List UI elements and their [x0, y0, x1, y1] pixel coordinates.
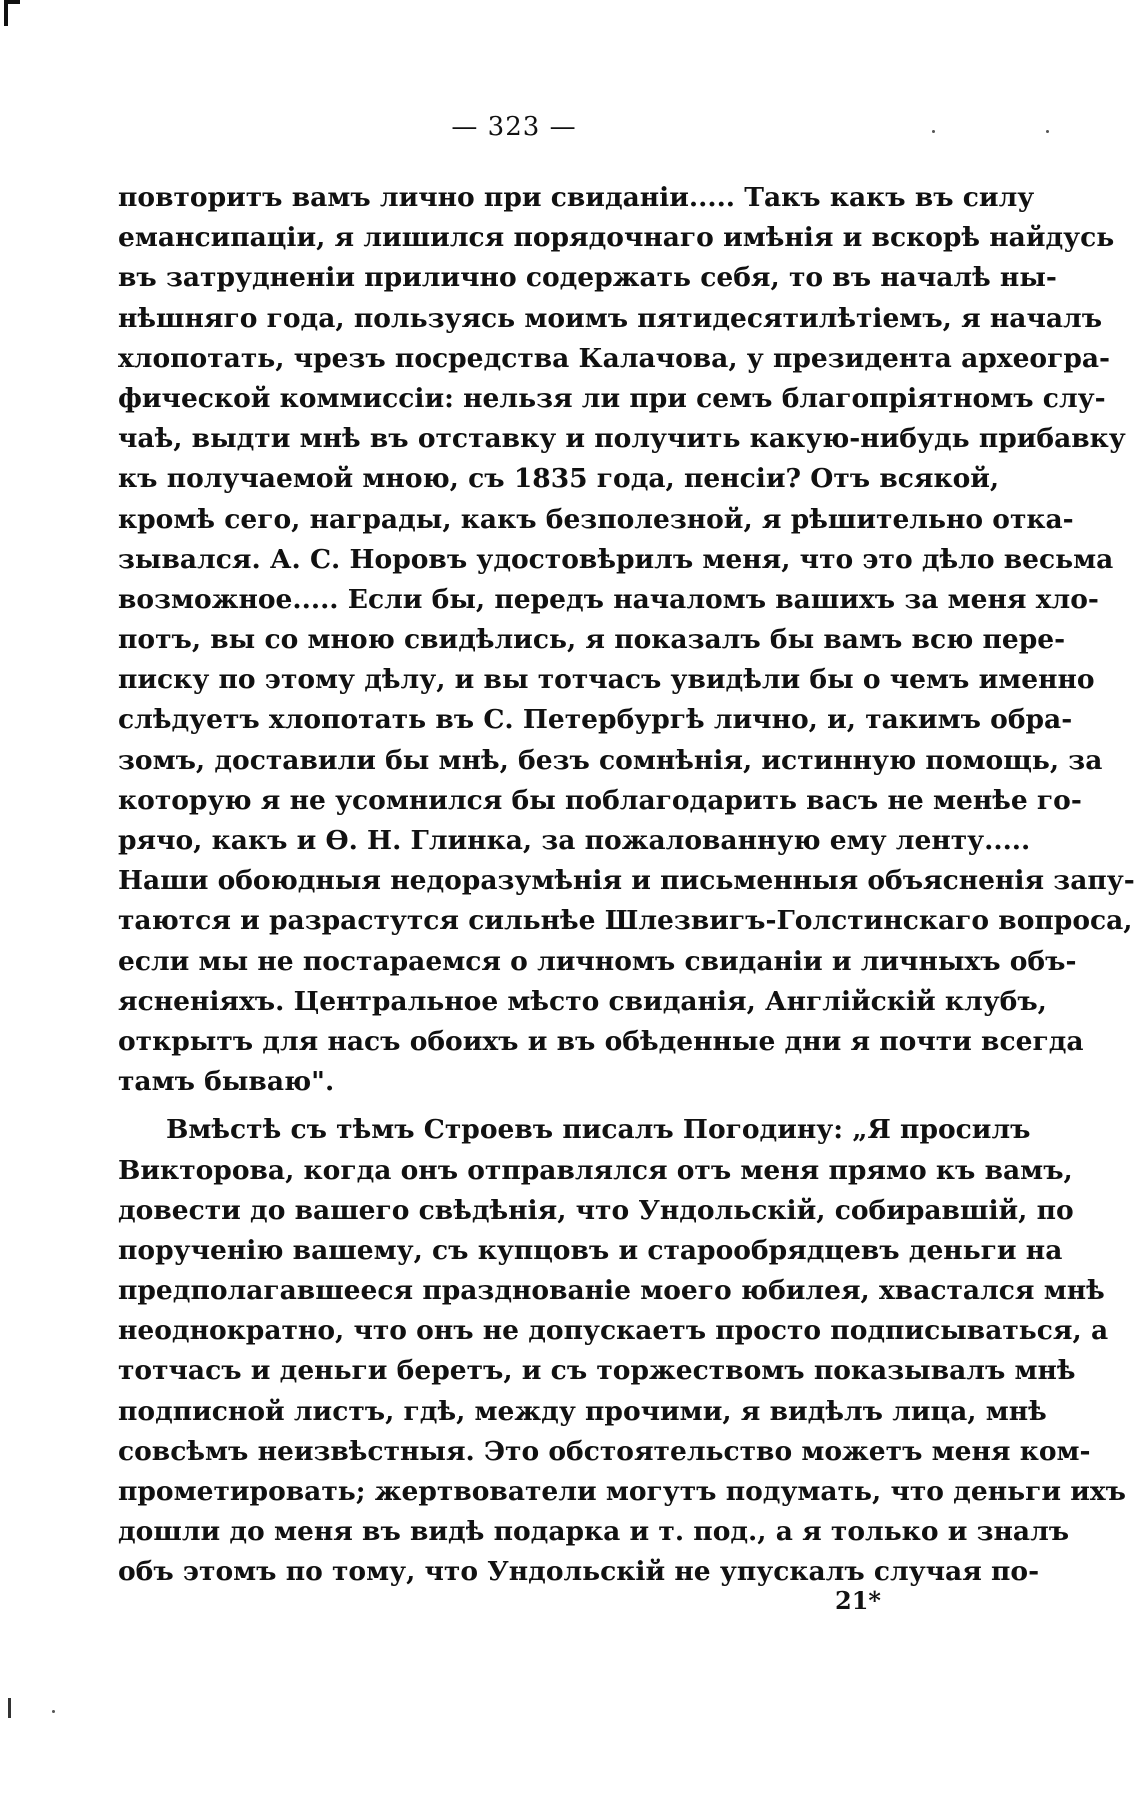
text-line: тотчасъ и деньги беретъ, и съ торжествомъ показывалъ мнѣ	[118, 1355, 1076, 1387]
text-line: неоднократно, что онъ не допускаетъ просто подписываться, а	[118, 1315, 1109, 1347]
paragraph-2	[118, 1110, 1126, 1592]
text-line: тамъ бываю".	[118, 1066, 335, 1098]
text-line: нѣшняго года, пользуясь моимъ пятидесятилѣтіемъ, я началъ	[118, 302, 1103, 334]
scan-speck	[52, 1710, 55, 1713]
text-line: довести до вашего свѣдѣнія, что Ундольскій, собиравшій, по	[118, 1194, 1074, 1226]
scan-corner-mark	[8, 1698, 11, 1718]
body-text	[118, 178, 1135, 1593]
text-line: въ затрудненіи прилично содержать себя, то въ началѣ ны-	[118, 262, 1057, 294]
text-line: къ получаемой мною, съ 1835 года, пенсіи? Отъ всякой,	[118, 463, 1000, 495]
text-line: писку по этому дѣлу, и вы тотчасъ увидѣли бы о чемъ именно	[118, 664, 1095, 696]
text-line: хлопотать, чрезъ посредства Калачова, у президента археогра-	[118, 342, 1111, 374]
text-line: которую я не усомнился бы поблагодарить васъ не менѣе го-	[118, 784, 1082, 816]
text-line: ясненіяхъ. Центральное мѣсто свиданія, Англійскій клубъ,	[118, 985, 1047, 1017]
text-line: потъ, вы со мною свидѣлись, я показалъ бы вамъ всю пере-	[118, 624, 1066, 656]
paragraph-gap	[118, 1102, 960, 1110]
paragraph-1	[118, 178, 1135, 1102]
text-line: если мы не постараемся о личномъ свиданіи и личныхъ объ-	[118, 945, 1077, 977]
text-line: прометировать; жертвователи могутъ подумать, что деньги ихъ	[118, 1476, 1126, 1507]
text-line: дошли до меня въ видѣ подарка и т. под., а я только и зналъ	[118, 1516, 1070, 1548]
text-line: Наши обоюдныя недоразумѣнія и письменныя объясненія запу-	[118, 865, 1135, 897]
text-line: зомъ, доставили бы мнѣ, безъ сомнѣнія, истинную помощь, за	[118, 744, 1103, 776]
text-line: чаѣ, выдти мнѣ въ отставку и получить какую-нибудь прибавку	[118, 423, 1126, 455]
text-line: слѣдуетъ хлопотать въ С. Петербургѣ лично, и, такимъ обра-	[118, 704, 1073, 736]
text-line: емансипаціи, я лишился порядочнаго имѣнія и вскорѣ найдусь	[118, 222, 1115, 254]
text-line: подписной листъ, гдѣ, между прочими, я видѣлъ лица, мнѣ	[118, 1395, 1047, 1427]
text-line: объ этомъ по тому, что Ундольскій не упускалъ случая по-	[118, 1556, 1040, 1588]
text-line: зывался. А. С. Норовъ удостовѣрилъ меня, что это дѣло весьма	[118, 543, 1114, 575]
text-line: кромѣ сего, награды, какъ безполезной, я рѣшительно отка-	[118, 503, 1074, 535]
scan-corner-mark	[4, 0, 8, 26]
text-line: предполагавшееся празднованіе моего юбилея, хвастался мнѣ	[118, 1275, 1105, 1307]
page-number: — 323 —	[451, 112, 577, 142]
text-line: порученію вашему, съ купцовъ и старообрядцевъ деньги на	[118, 1234, 1063, 1266]
text-line: открытъ для насъ обоихъ и въ обѣденные дни я почти всегда	[118, 1025, 1084, 1057]
signature-mark: 21*	[835, 1586, 881, 1615]
text-line: фической коммиссіи: нельзя ли при семъ благопріятномъ слу-	[118, 382, 1106, 414]
text-line: Вмѣстѣ съ тѣмъ Строевъ писалъ Погодину: „Я просилъ	[166, 1114, 1031, 1146]
text-line: Викторова, когда онъ отправлялся отъ меня прямо къ вамъ,	[118, 1154, 1073, 1186]
text-line: повторитъ вамъ лично при свиданіи..... Такъ какъ въ силу	[118, 182, 1035, 213]
text-line: таются и разрастутся сильнѣе Шлезвигъ-Голстинскаго вопроса,	[118, 905, 1133, 937]
text-line: рячо, какъ и Ѳ. Н. Глинка, за пожалованную ему ленту.....	[118, 825, 1031, 856]
text-line: совсѣмъ неизвѣстныя. Это обстоятельство можетъ меня ком-	[118, 1435, 1091, 1467]
text-line: возможное..... Если бы, передъ началомъ вашихъ за меня хло-	[118, 583, 1099, 615]
